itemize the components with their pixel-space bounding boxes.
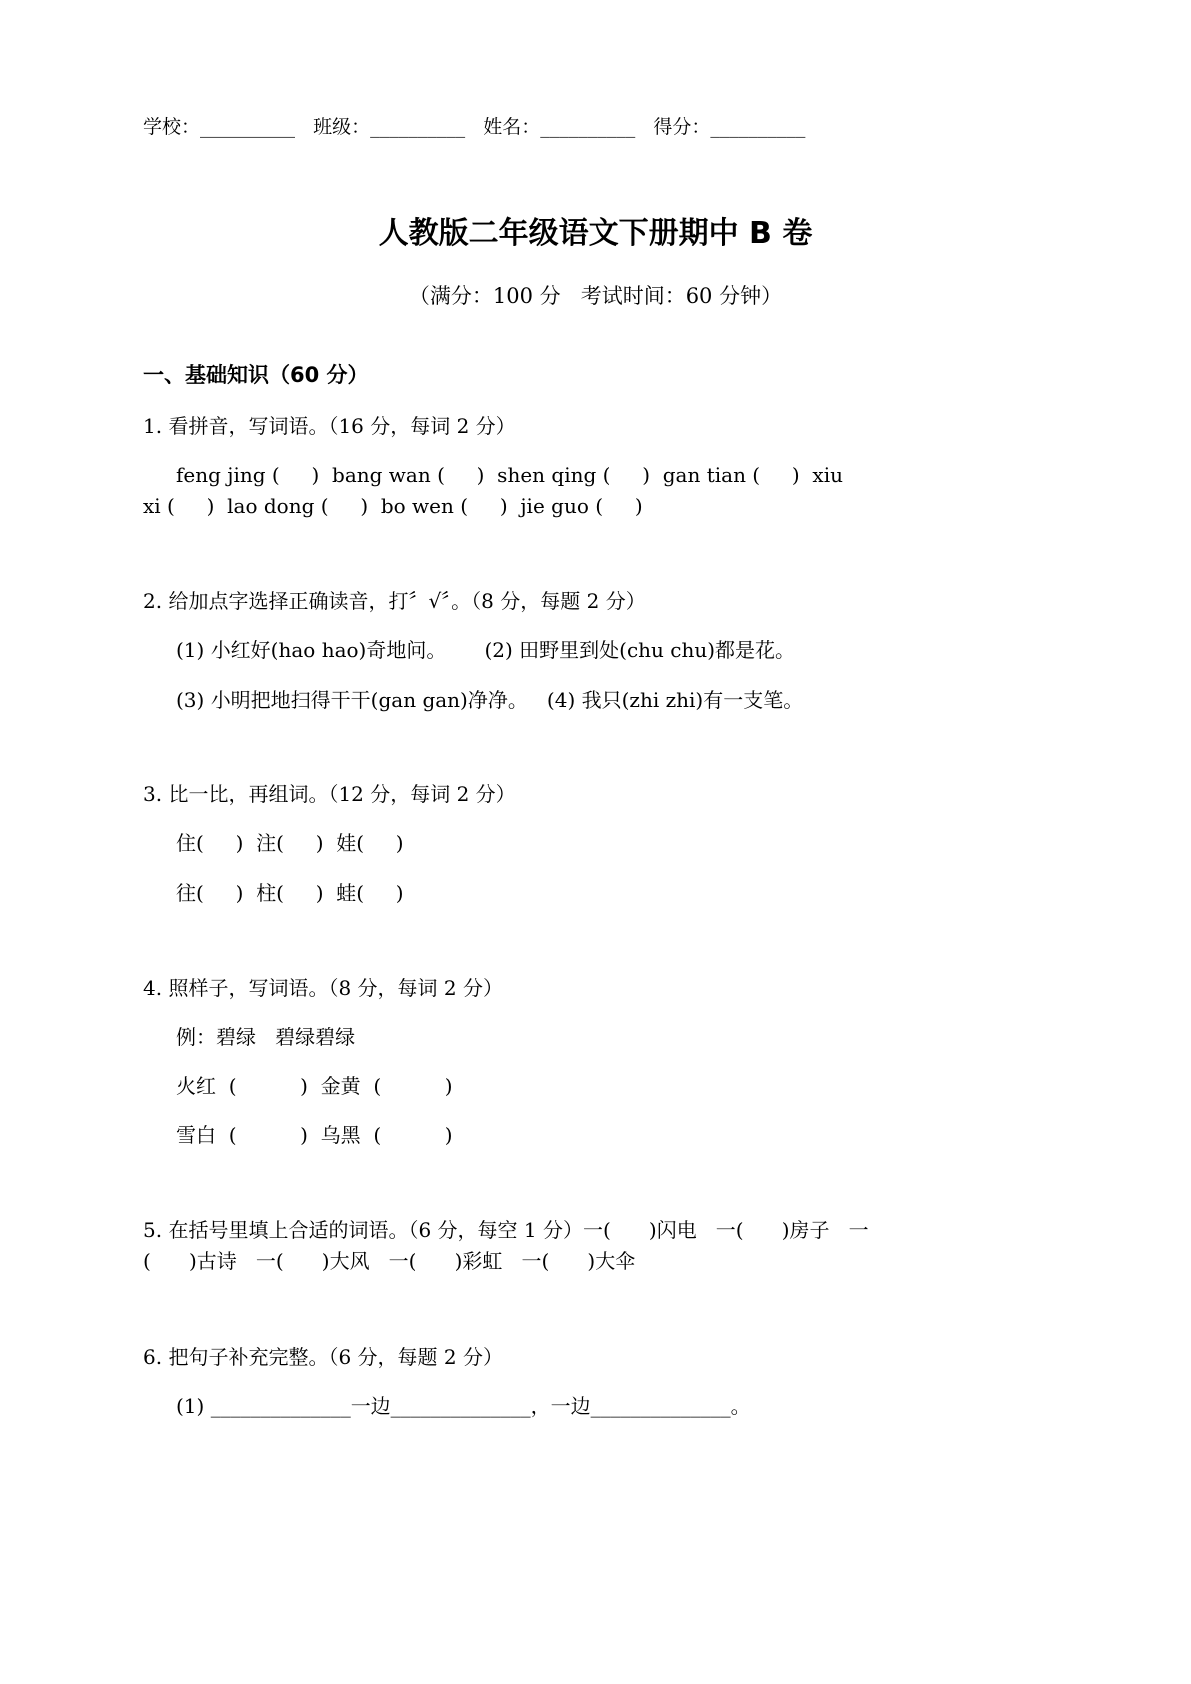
question-2-prompt: 2. 给加点字选择正确读音，打〞√〞。（8 分，每题 2 分） [143, 589, 646, 613]
question-3-line-2: 往( ) 柱( ) 蛙( ) [176, 881, 404, 905]
question-2-line-1: (1) 小红好(hao hao)奇地问。 (2) 田野里到处(chu chu)都是花。 [176, 638, 796, 662]
question-3-prompt: 3. 比一比，再组词。（12 分，每词 2 分） [143, 782, 516, 806]
exam-info-subtitle: （满分：100 分 考试时间：60 分钟） [408, 284, 783, 308]
question-1-prompt: 1. 看拼音，写词语。（16 分，每词 2 分） [143, 414, 516, 438]
page-title: 人教版二年级语文下册期中 B 卷 [378, 216, 813, 251]
section-heading: 一、基础知识（60 分） [143, 363, 369, 387]
question-1-line-1: feng jing ( ) bang wan ( ) shen qing ( ) gan tian ( ) xiu [176, 463, 843, 487]
question-6-prompt: 6. 把句子补充完整。（6 分，每题 2 分） [143, 1345, 503, 1369]
question-5-line-1: 5. 在括号里填上合适的词语。（6 分，每空 1 分）一( )闪电 一( )房子 一 [143, 1218, 869, 1242]
question-1-line-2: xi ( ) lao dong ( ) bo wen ( ) jie guo ( ) [143, 494, 643, 518]
question-2-line-2: (3) 小明把地扫得干干(gan gan)净净。 (4) 我只(zhi zhi)有一支笔。 [176, 688, 804, 712]
question-6-line-1: (1) ______________一边______________，一边______________。 [176, 1394, 751, 1418]
question-4-example: 例：碧绿 碧绿碧绿 [176, 1025, 356, 1049]
question-5-line-2: ( )古诗 一( )大风 一( )彩虹 一( )大伞 [143, 1249, 636, 1273]
question-4-line-2: 雪白 ( ) 乌黑 ( ) [176, 1123, 453, 1147]
question-4-line-1: 火红 ( ) 金黄 ( ) [176, 1074, 453, 1098]
question-3-line-1: 住( ) 注( ) 娃( ) [176, 831, 404, 855]
student-info-header: 学校：__________ 班级：__________ 姓名：__________ 得分：__________ [143, 116, 806, 138]
question-4-prompt: 4. 照样子，写词语。（8 分，每词 2 分） [143, 976, 503, 1000]
